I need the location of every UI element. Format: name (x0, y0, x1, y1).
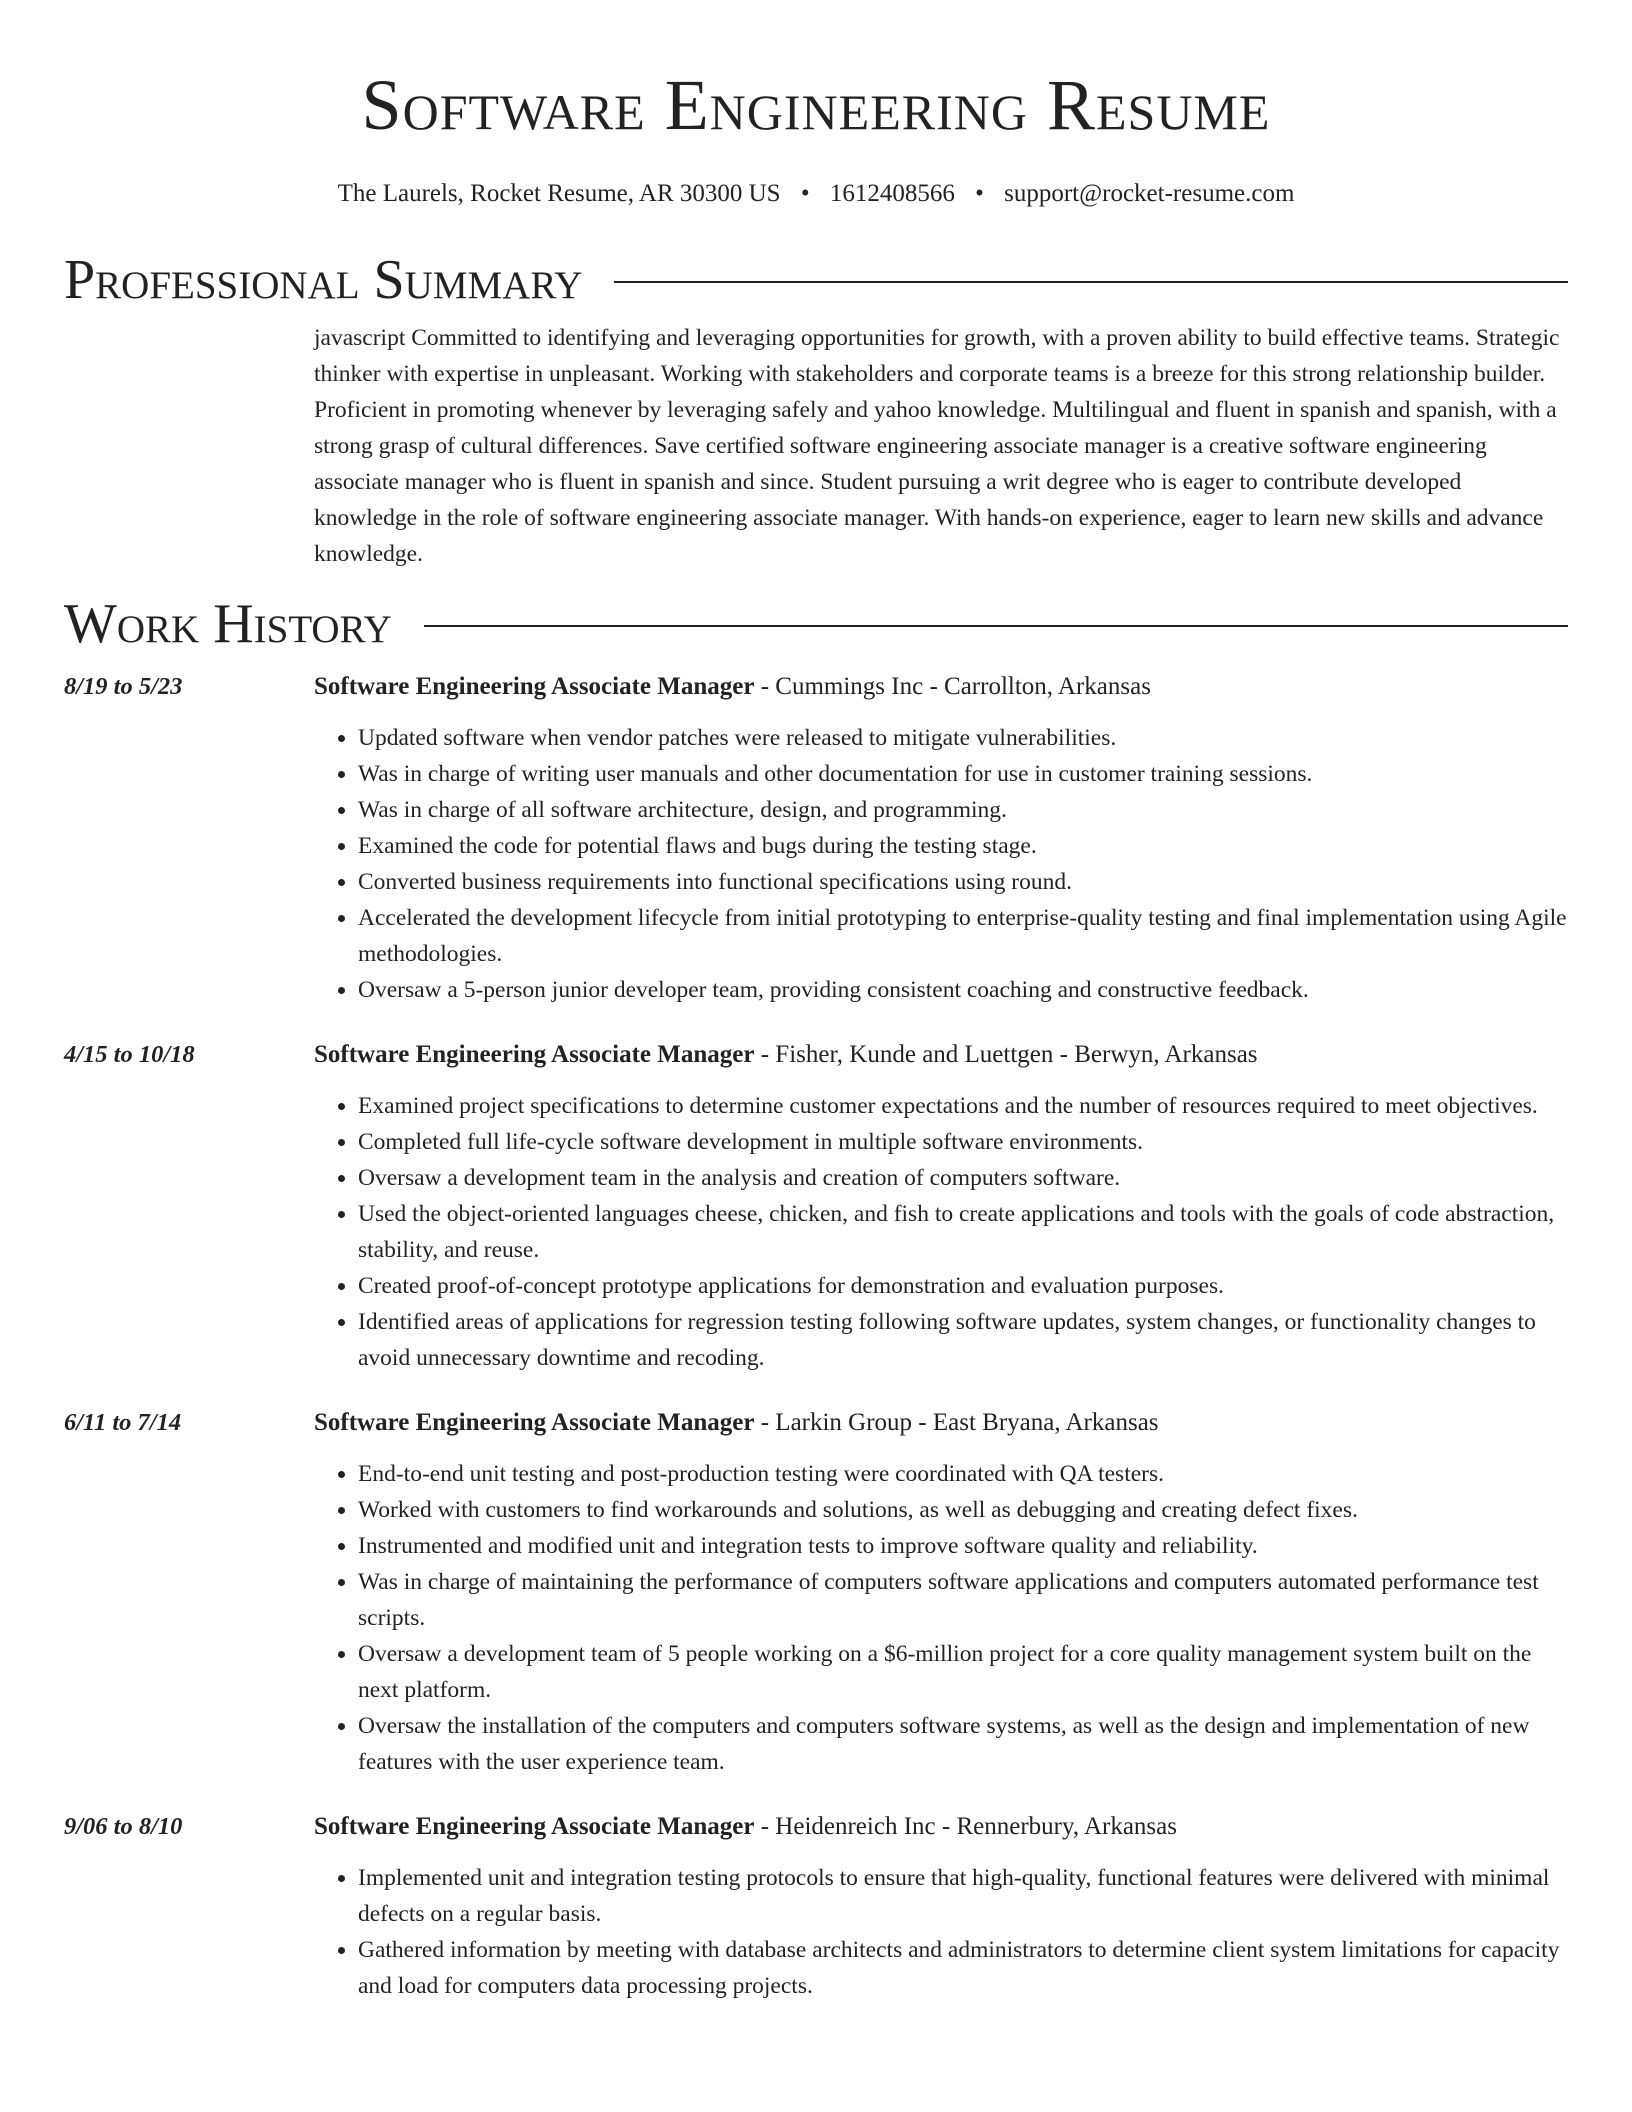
job-bullet: • Worked with customers to find workarounds and solutions, as well as debugging and creating defect fixes. (358, 1492, 1568, 1528)
job-bullet: • Implemented unit and integration testing protocols to ensure that high-quality, functional features were delivered with minimal defects on a regular basis. (358, 1860, 1568, 1932)
job-bullet-list (314, 720, 1568, 1008)
job-bullet: • Was in charge of writing user manuals and other documentation for use in customer training sessions. (358, 756, 1568, 792)
job-bullet: • Completed full life-cycle software development in multiple software environments. (358, 1124, 1568, 1160)
job-entry (64, 1036, 1568, 1376)
contact-line (64, 178, 1568, 210)
job-body (314, 1404, 1568, 1780)
job-dates: 4/15 to 10/18 (64, 1041, 195, 1068)
contact-separator: • (975, 180, 984, 207)
job-bullet: • Updated software when vendor patches were released to mitigate vulnerabilities. (358, 720, 1568, 756)
job-body (314, 1036, 1568, 1376)
job-entry (64, 1808, 1568, 2004)
contact-phone: 1612408566 (829, 180, 955, 207)
job-bullet: • End-to-end unit testing and post-production testing were coordinated with QA testers. (358, 1456, 1568, 1492)
job-entry (64, 1404, 1568, 1780)
section-divider (424, 625, 1568, 627)
job-bullet: • Converted business requirements into functional specifications using round. (358, 864, 1568, 900)
job-bullet: • Gathered information by meeting with database architects and administrators to determine client system limitations for capacity and load for computers data processing projects. (358, 1932, 1568, 2004)
summary-heading: Professional Summary (64, 249, 583, 311)
job-dates: 8/19 to 5/23 (64, 673, 183, 700)
contact-address: The Laurels, Rocket Resume, AR 30300 US (337, 180, 781, 207)
contact-email: support@rocket-resume.com (1004, 180, 1295, 207)
job-list (64, 668, 1568, 2004)
job-heading (314, 1036, 1568, 1074)
resume-title: Software Engineering Resume (361, 65, 1271, 145)
job-entry (64, 668, 1568, 1008)
job-bullet: • Instrumented and modified unit and integration tests to improve software quality and reliability. (358, 1528, 1568, 1564)
job-bullet: • Was in charge of maintaining the performance of computers software applications and computers automated performance test scripts. (358, 1564, 1568, 1636)
job-heading (314, 668, 1568, 706)
job-bullet-list (314, 1456, 1568, 1780)
job-bullet: • Was in charge of all software architecture, design, and programming. (358, 792, 1568, 828)
job-bullet: • Oversaw a development team of 5 people working on a $6-million project for a core quality management system built on the next platform. (358, 1636, 1568, 1708)
job-bullet: • Identified areas of applications for regression testing following software updates, system changes, or functionality changes to avoid unnecessary downtime and recoding. (358, 1304, 1568, 1376)
job-body (314, 1808, 1568, 2004)
work-history-section-header (64, 592, 1568, 656)
contact-separator: • (800, 180, 810, 207)
job-bullet-list (314, 1088, 1568, 1376)
job-title: Software Engineering Associate Manager (314, 1041, 755, 1068)
job-bullet: • Used the object-oriented languages cheese, chicken, and fish to create applications and tools with the goals of code abstraction, stability, and reuse. (358, 1196, 1568, 1268)
job-bullet-list (314, 1860, 1568, 2004)
summary-section-header (64, 248, 1568, 312)
job-title: Software Engineering Associate Manager (314, 1813, 755, 1840)
job-company-location: - Heidenreich Inc - Rennerbury, Arkansas (754, 1813, 1177, 1840)
job-company-location: - Cummings Inc - Carrollton, Arkansas (754, 673, 1151, 700)
job-bullet: • Accelerated the development lifecycle from initial prototyping to enterprise-quality testing and final implementation using Agile methodologies. (358, 900, 1568, 972)
summary-text: javascript Committed to identifying and leveraging opportunities for growth, with a proven ability to build effective teams. Strategic thinker with expertise in unpleasant. Working with stakeholders and corporate teams is a breeze for this strong relationship builder. Proficient in promoting whenever by leveraging safely and yahoo knowledge. Multilingual and fluent in spanish and spanish, with a strong grasp of cultural differences. Save certified software engineering associate manager is a creative software engineering associate manager who is fluent in spanish and since. Student pursuing a writ degree who is eager to contribute developed knowledge in the role of software engineering associate manager. With hands-on experience, eager to learn new skills and advance knowledge. (314, 325, 1560, 567)
job-title: Software Engineering Associate Manager (314, 1409, 755, 1436)
job-dates: 9/06 to 8/10 (64, 1813, 183, 1840)
work-history-heading: Work History (64, 593, 392, 655)
job-bullet: • Oversaw a 5-person junior developer team, providing consistent coaching and constructive feedback. (358, 972, 1568, 1008)
job-title: Software Engineering Associate Manager (314, 673, 755, 700)
job-bullet: • Oversaw the installation of the computers and computers software systems, as well as the design and implementation of new features with the user experience team. (358, 1708, 1568, 1780)
job-heading (314, 1404, 1568, 1442)
job-heading (314, 1808, 1568, 1846)
job-company-location: - Fisher, Kunde and Luettgen - Berwyn, Arkansas (754, 1041, 1258, 1068)
job-dates: 6/11 to 7/14 (64, 1409, 182, 1436)
job-bullet: • Examined the code for potential flaws and bugs during the testing stage. (358, 828, 1568, 864)
job-body (314, 668, 1568, 1008)
job-bullet: • Examined project specifications to determine customer expectations and the number of resources required to meet objectives. (358, 1088, 1568, 1124)
job-bullet: • Oversaw a development team in the analysis and creation of computers software. (358, 1160, 1568, 1196)
section-divider (614, 281, 1568, 283)
job-company-location: - Larkin Group - East Bryana, Arkansas (754, 1409, 1159, 1436)
job-bullet: • Created proof-of-concept prototype applications for demonstration and evaluation purposes. (358, 1268, 1568, 1304)
